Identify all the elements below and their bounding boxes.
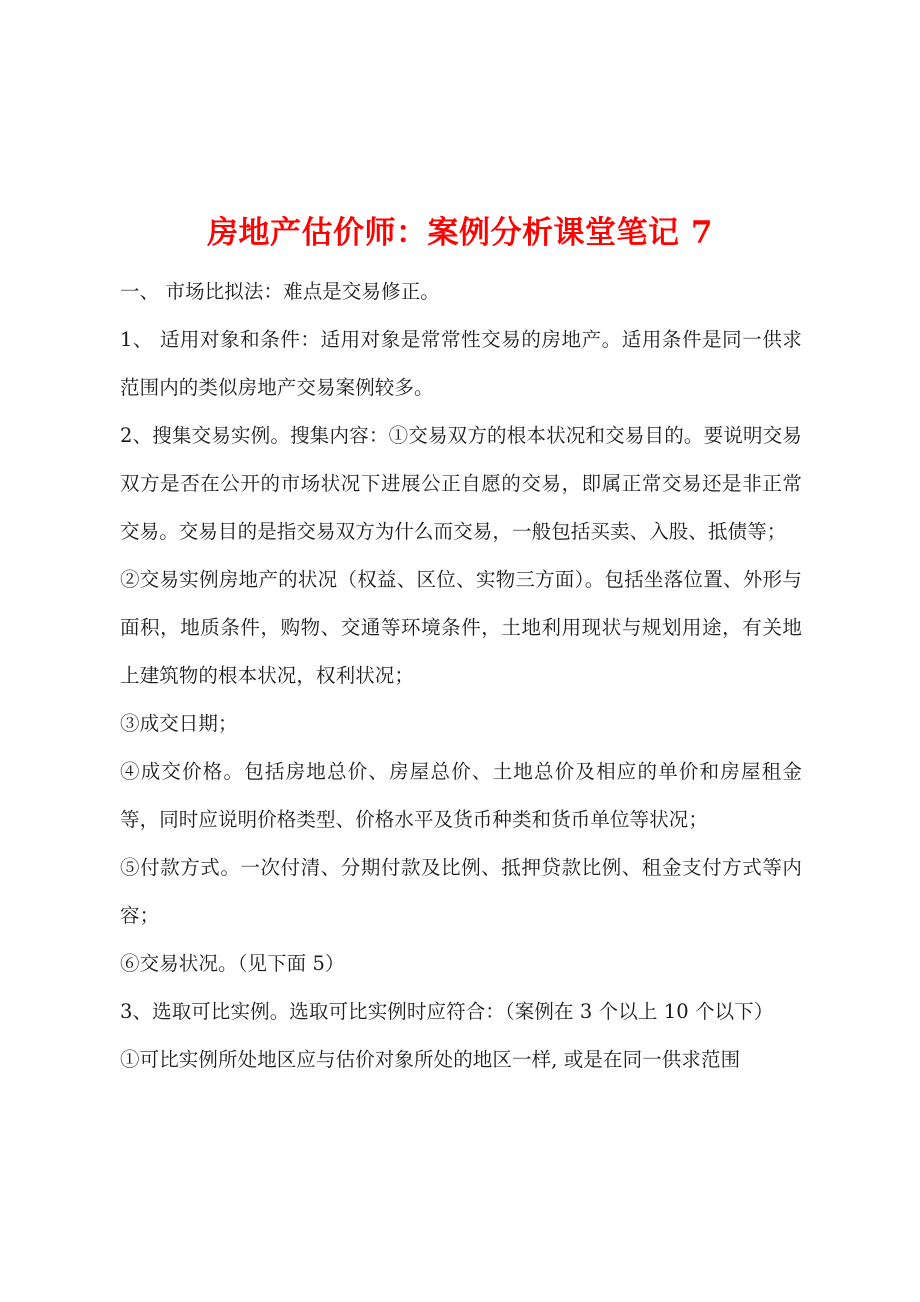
paragraph-item-2-sub-2: ②交易实例房地产的状况（权益、区位、实物三方面）。包括坐落位置、外形与面积，地质条件，购物、交通等环境条件，土地利用现状与规划用途，有关地上建筑物的根本状况，权利状况； (120, 568, 802, 687)
paragraph-item-3: 3、选取可比实例。选取可比实例时应符合：（案例在 3 个以上 10 个以下） (120, 1000, 774, 1023)
paragraph-section-heading-1: 一、 市场比拟法：难点是交易修正。 (120, 280, 440, 303)
paragraph-item-2-sub-5: ⑤付款方式。一次付清、分期付款及比例、抵押贷款比例、租金支付方式等内容； (120, 856, 802, 927)
paragraph-item-2: 2、搜集交易实例。搜集内容：①交易双方的根本状况和交易目的。要说明交易双方是否在公开的市场状况下进展公正自愿的交易，即属正常交易还是非正常交易。交易目的是指交易双方为什么而交易，一般包括买卖、入股、抵债等； (120, 424, 802, 543)
paragraph-item-1: 1、 适用对象和条件：适用对象是常常性交易的房地产。适用条件是同一供求范围内的类似房地产交易案例较多。 (120, 328, 802, 399)
paragraph-item-2-sub-4: ④成交价格。包括房地总价、房屋总价、土地总价及相应的单价和房屋租金等，同时应说明价格类型、价格水平及货币种类和货币单位等状况； (120, 760, 802, 831)
paragraph-item-2-sub-6: ⑥交易状况。（见下面 5） (120, 952, 345, 975)
paragraph-item-2-sub-3: ③成交日期； (120, 712, 238, 735)
paragraph-item-3-sub-1: ①可比实例所处地区应与估价对象所处的地区一样, 或是在同一供求范围 (120, 1048, 741, 1071)
page-title: 房地产估价师：案例分析课堂笔记 7 (207, 214, 713, 251)
document-body (120, 268, 802, 1084)
